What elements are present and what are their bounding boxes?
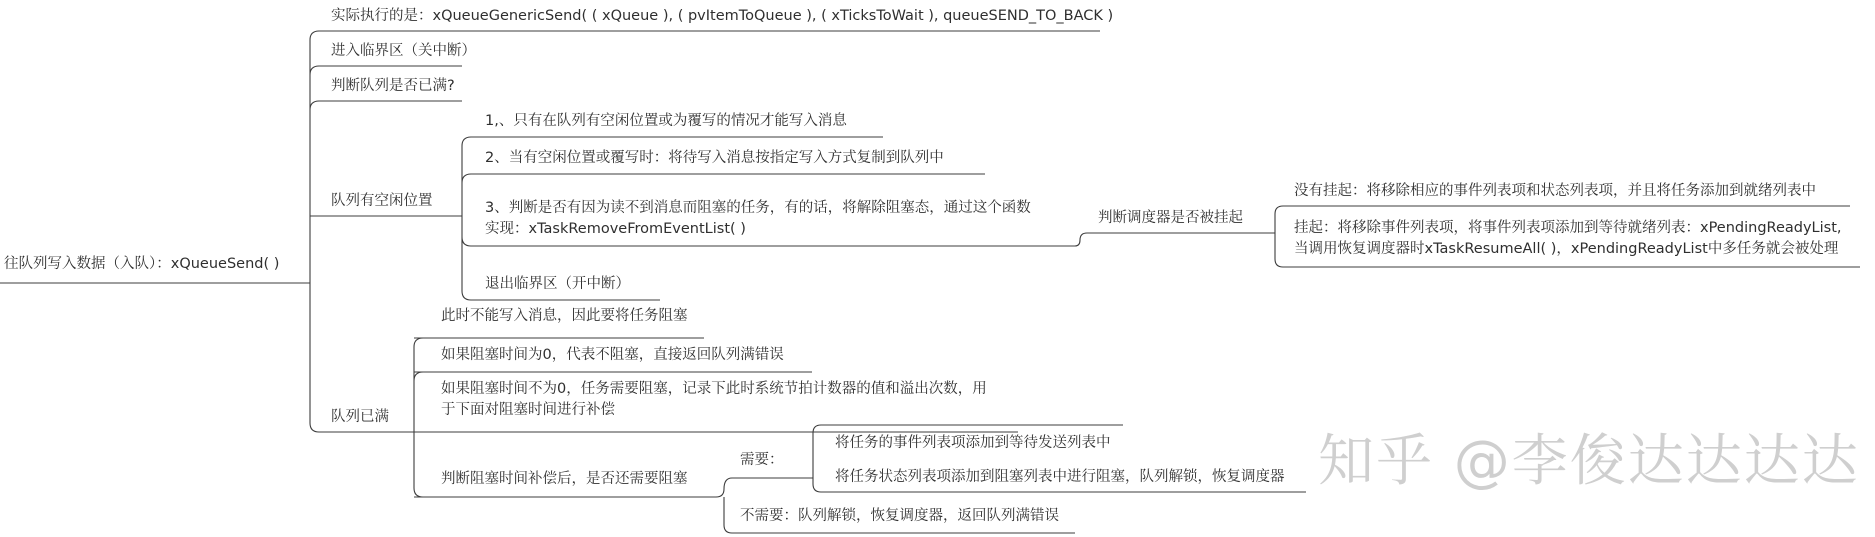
step3-node — [485, 198, 1031, 240]
check-full-node: 判断队列是否已满? — [331, 78, 455, 94]
block-nonzero-line1: 如果阻塞时间不为0，任务需要阻塞，记录下此时系统节拍计数器的值和溢出次数，用 — [441, 381, 987, 397]
scheduler-branch — [1275, 206, 1290, 267]
scheduler-check-node: 判断调度器是否被挂起 — [1098, 210, 1243, 226]
actual-call-node: 实际执行的是：xQueueGenericSend( ( xQueue ), ( pvItemToQueue ), ( xTicksToWait ), queueSEND_TO_BACK ) — [331, 8, 1114, 24]
exit-critical-node: 退出临界区（开中断） — [485, 276, 630, 292]
suspended-line2: 当调用恢复调度器时xTaskResumeAll( )，xPendingReadyList中多任务就会被处理 — [1294, 241, 1839, 257]
need-node: 需要： — [740, 452, 784, 468]
suspended-node — [1294, 218, 1842, 260]
enter-critical-node: 进入临界区（关中断） — [331, 43, 476, 59]
need-branch — [813, 425, 829, 492]
has-space-branch — [462, 137, 479, 300]
need-step1-node: 将任务的事件列表项添加到等待发送列表中 — [835, 435, 1111, 451]
after-compensation-node: 判断阻塞时间补偿后，是否还需要阻塞 — [441, 471, 688, 487]
block-nonzero-node — [441, 379, 987, 421]
compensation-branch — [716, 478, 732, 533]
no-need-node: 不需要：队列解锁，恢复调度器，返回队列满错误 — [740, 508, 1059, 524]
scheduler-connector — [1075, 233, 1094, 246]
need-step2-node: 将任务状态列表项添加到阻塞列表中进行阻塞，队列解锁，恢复调度器 — [835, 469, 1285, 485]
is-full-branch — [414, 338, 423, 497]
step3-line1: 3、判断是否有因为读不到消息而阻塞的任务，有的话，将解除阻塞态，通过这个函数 — [485, 200, 1031, 216]
is-full-node: 队列已满 — [331, 409, 389, 425]
step1-node: 1,、只有在队列有空闲位置或为覆写的情况才能写入消息 — [485, 113, 847, 129]
step3-line2: 实现：xTaskRemoveFromEventList( ) — [485, 221, 746, 237]
has-space-node: 队列有空闲位置 — [331, 193, 433, 209]
watermark: 知乎 @李俊达达达达 — [1318, 429, 1860, 494]
block-zero-node: 如果阻塞时间为0，代表不阻塞，直接返回队列满错误 — [441, 347, 784, 363]
step2-node: 2、当有空闲位置或覆写时：将待写入消息按指定写入方式复制到队列中 — [485, 150, 944, 166]
block-nonzero-line2: 于下面对阻塞时间进行补偿 — [441, 402, 615, 418]
suspended-line1: 挂起：将移除事件列表项，将事件列表项添加到等待就绪列表：xPendingReadyList, — [1294, 220, 1842, 236]
root-topic: 往队列写入数据（入队）：xQueueSend( ) — [4, 256, 280, 272]
not-suspended-node: 没有挂起：将移除相应的事件列表项和状态列表项，并且将任务添加到就绪列表中 — [1294, 183, 1816, 199]
root-trunk — [310, 31, 327, 432]
cannot-write-node: 此时不能写入消息，因此要将任务阻塞 — [441, 308, 688, 324]
